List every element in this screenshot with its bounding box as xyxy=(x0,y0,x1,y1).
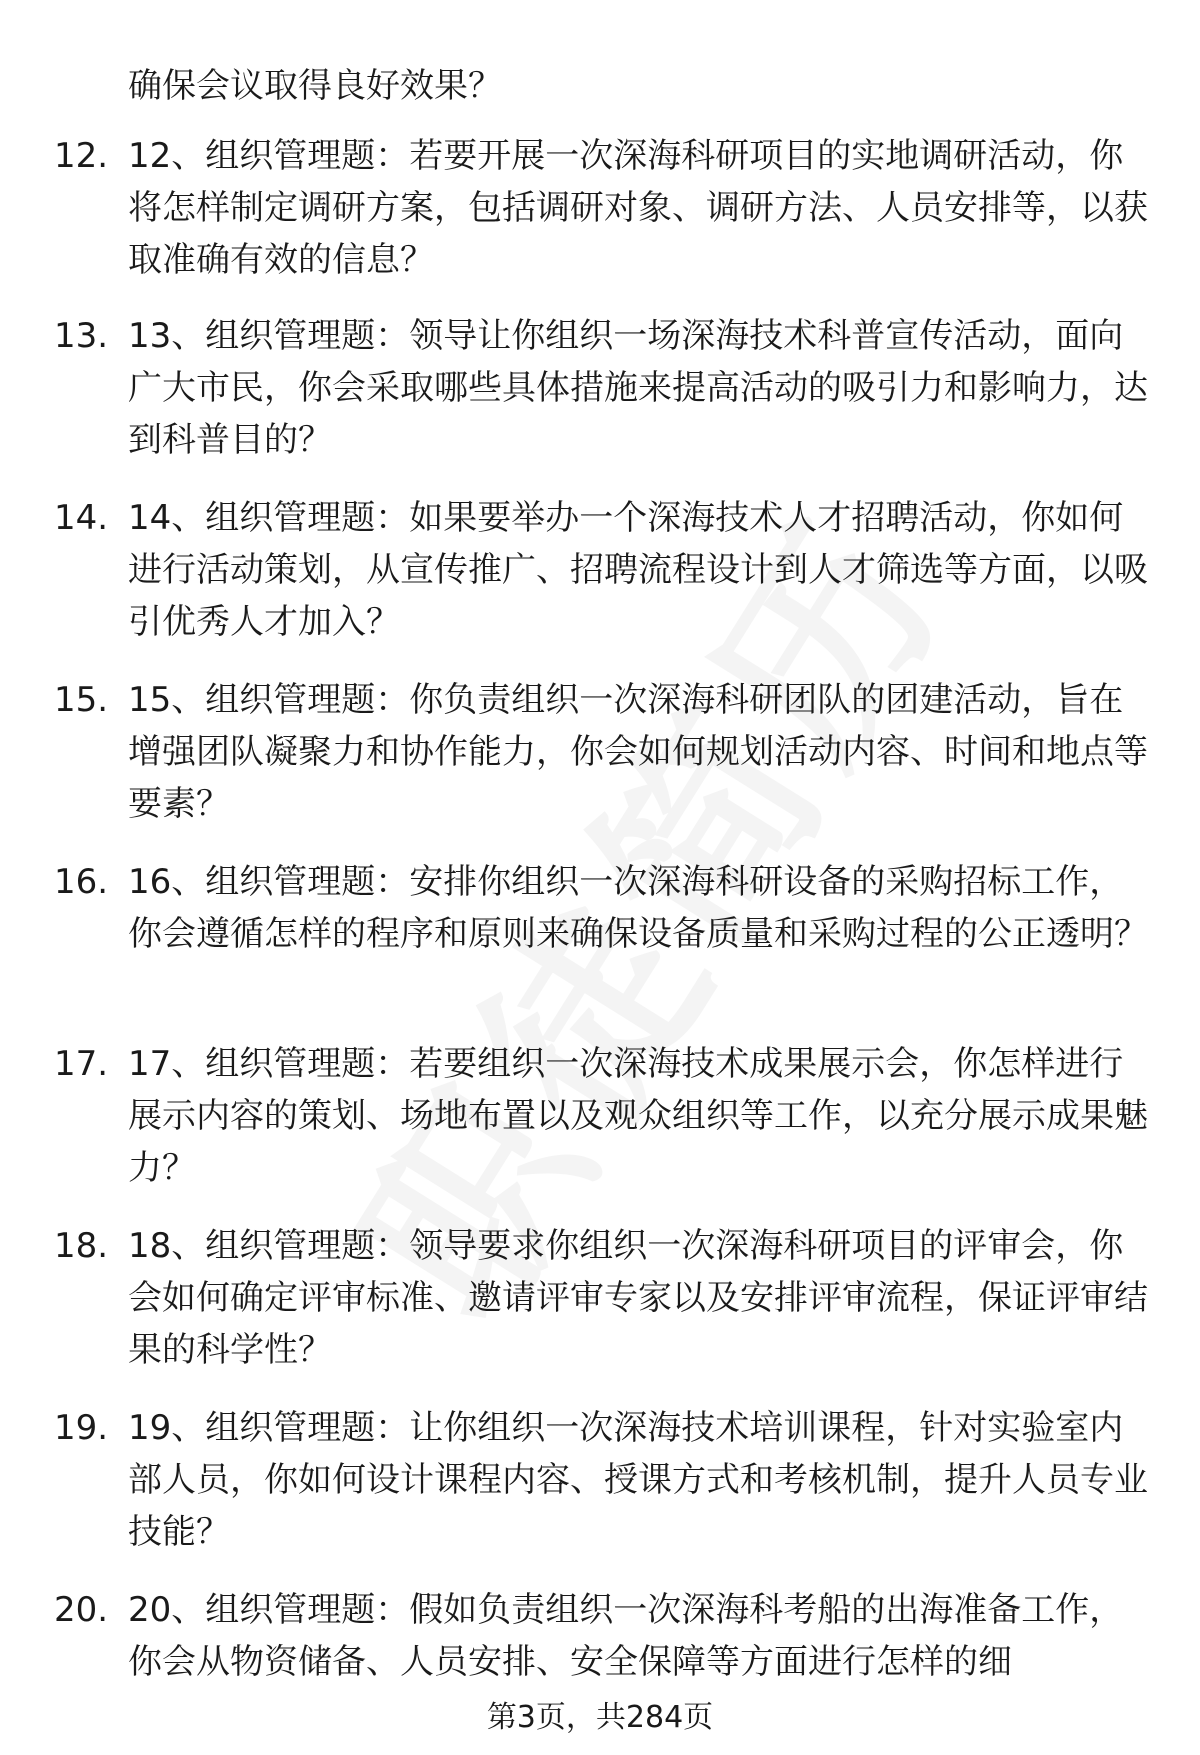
item-number: 15. xyxy=(54,680,109,720)
item-number: 16. xyxy=(54,862,109,902)
item-text: 17、组织管理题：若要组织一次深海技术成果展示会，你怎样进行展示内容的策划、场地布置以及观众组织等工作，以充分展示成果魅力？ xyxy=(128,1044,1148,1188)
item-text: 12、组织管理题：若要开展一次深海科研项目的实地调研活动，你将怎样制定调研方案，包括调研对象、调研方法、人员安排等，以获取准确有效的信息？ xyxy=(128,136,1148,280)
page-footer: 第3页，共284页 xyxy=(486,1700,714,1735)
item-text: 16、组织管理题：安排你组织一次深海科研设备的采购招标工作，你会遵循怎样的程序和原则来确保设备质量和采购过程的公正透明？ xyxy=(128,862,1148,954)
item-number: 12. xyxy=(54,136,109,176)
item-number: 18. xyxy=(54,1226,109,1266)
item-text: 18、组织管理题：领导要求你组织一次深海科研项目的评审会，你会如何确定评审标准、邀请评审专家以及安排评审流程，保证评审结果的科学性？ xyxy=(128,1226,1148,1370)
item-number: 20. xyxy=(54,1590,109,1630)
continuation-text: 确保会议取得良好效果？ xyxy=(128,66,502,106)
item-text: 15、组织管理题：你负责组织一次深海科研团队的团建活动，旨在增强团队凝聚力和协作能力，你会如何规划活动内容、时间和地点等要素？ xyxy=(128,680,1148,824)
item-text: 19、组织管理题：让你组织一次深海技术培训课程，针对实验室内部人员，你如何设计课程内容、授课方式和考核机制，提升人员专业技能？ xyxy=(128,1408,1148,1552)
item-number: 19. xyxy=(54,1408,109,1448)
item-text: 14、组织管理题：如果要举办一个深海技术人才招聘活动，你如何进行活动策划，从宣传推广、招聘流程设计到人才筛选等方面，以吸引优秀人才加入？ xyxy=(128,498,1148,642)
item-text: 13、组织管理题：领导让你组织一场深海技术科普宣传活动，面向广大市民，你会采取哪些具体措施来提高活动的吸引力和影响力，达到科普目的？ xyxy=(128,316,1148,460)
item-number: 17. xyxy=(54,1044,109,1084)
item-number: 14. xyxy=(54,498,109,538)
item-text: 20、组织管理题：假如负责组织一次深海科考船的出海准备工作，你会从物资储备、人员安排、安全保障等方面进行怎样的细 xyxy=(128,1590,1124,1682)
item-number: 13. xyxy=(54,316,109,356)
